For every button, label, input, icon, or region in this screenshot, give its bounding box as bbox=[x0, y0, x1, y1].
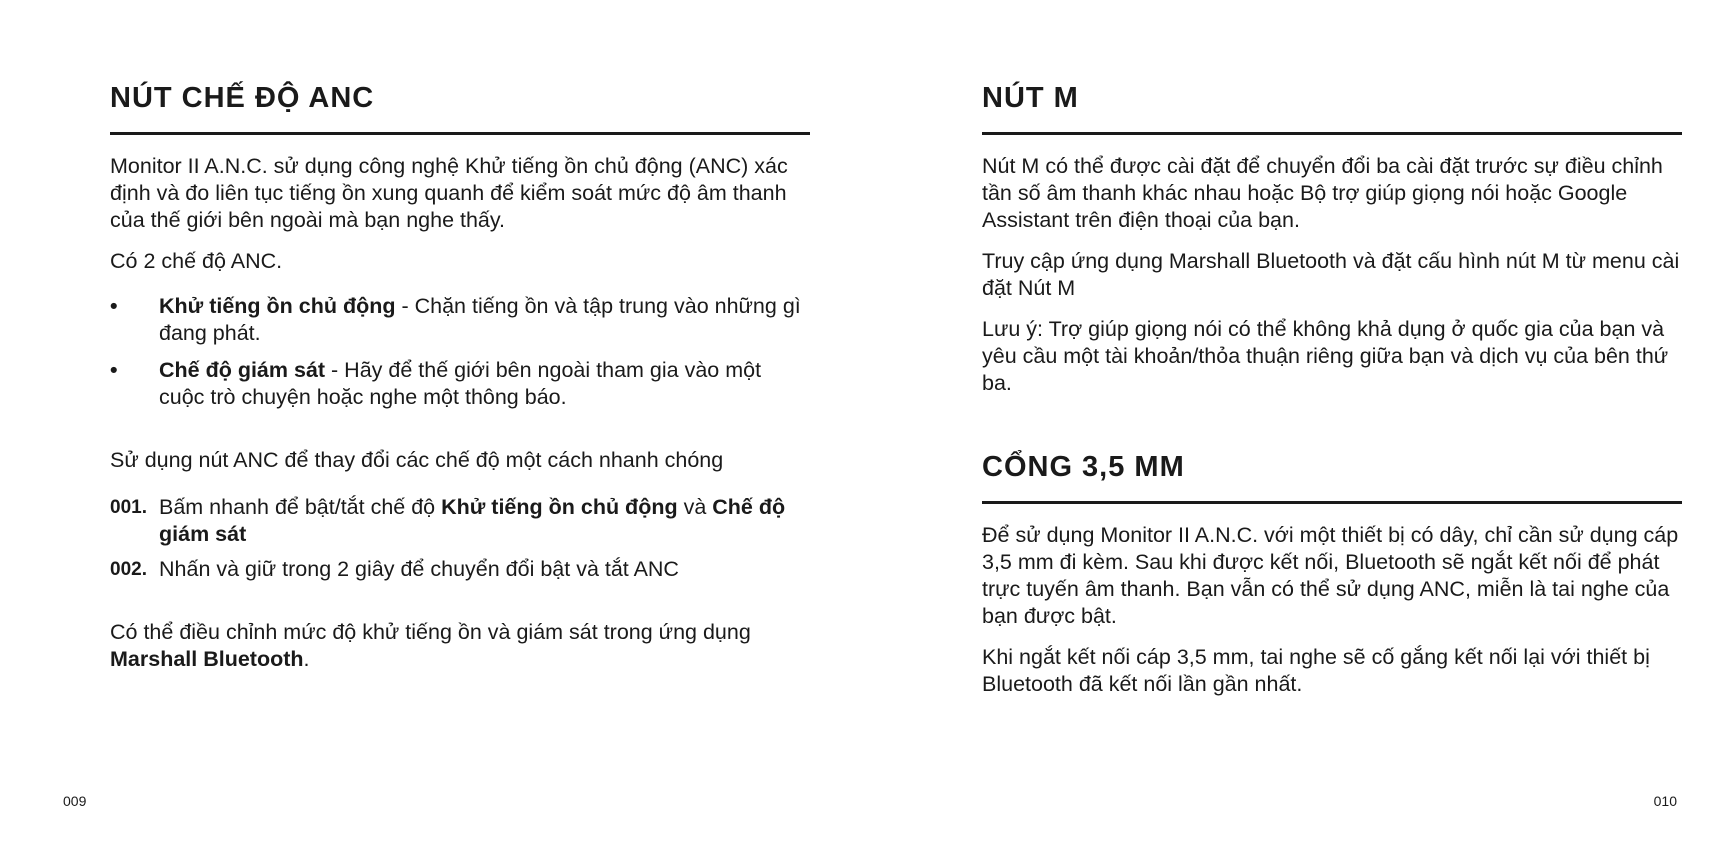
app-name: Marshall Bluetooth bbox=[110, 647, 304, 671]
m-button-paragraph: Nút M có thể được cài đặt để chuyển đổi ba cài đặt trước sự điều chỉnh tần số âm thanh khác nhau hoặc Bộ trợ giúp giọng nói hoặc Google Assistant trên điện thoại của bạn. bbox=[982, 154, 1663, 232]
title-divider bbox=[982, 501, 1682, 504]
step-bold-mode: Chế độ giám sát bbox=[159, 495, 786, 546]
step-number: 001. bbox=[110, 497, 147, 518]
step-text: và bbox=[677, 495, 713, 519]
section-title-anc-button: NÚT CHẾ ĐỘ ANC bbox=[110, 82, 375, 114]
right-page bbox=[982, 80, 1682, 712]
anc-modes-count: Có 2 chế độ ANC. bbox=[110, 249, 283, 273]
mode-name: Chế độ giám sát bbox=[159, 358, 326, 382]
port-usage-paragraph: Để sử dụng Monitor II A.N.C. với một thiết bị có dây, chỉ cần sử dụng cáp 3,5 mm đi kèm. Sau khi được kết nối, Bluetooth sẽ ngắt kết nối để phát trực tuyến âm thanh. Bạn vẫn có thể sử dụng ANC, miễn là tai nghe của bạn được bật. bbox=[982, 523, 1679, 628]
anc-usage-heading: Sử dụng nút ANC để thay đổi các chế độ một cách nhanh chóng bbox=[110, 448, 724, 472]
anc-adjust-paragraph bbox=[110, 619, 810, 673]
m-button-note-paragraph: Lưu ý: Trợ giúp giọng nói có thể không khả dụng ở quốc gia của bạn và yêu cầu một tài khoản/thỏa thuận riêng giữa bạn và dịch vụ của bên thứ ba. bbox=[982, 317, 1669, 395]
mode-name: Khử tiếng ồn chủ động bbox=[159, 294, 396, 318]
title-divider bbox=[982, 132, 1682, 135]
port-section bbox=[982, 449, 1682, 698]
list-item bbox=[110, 494, 810, 548]
mode-description: - Chặn tiếng ồn và tập trung vào những gì đang phát. bbox=[159, 294, 801, 345]
title-divider bbox=[110, 132, 810, 135]
adjust-text: Có thể điều chỉnh mức độ khử tiếng ồn và giám sát trong ứng dụng bbox=[110, 620, 751, 644]
page-number-left: 009 bbox=[63, 793, 87, 809]
bullet-icon: • bbox=[110, 358, 118, 382]
anc-steps-list bbox=[110, 494, 810, 583]
step-text: Bấm nhanh để bật/tắt chế độ bbox=[159, 495, 442, 519]
list-item bbox=[110, 556, 810, 583]
section-title-m-button: NÚT M bbox=[982, 82, 1079, 114]
page-number-right: 010 bbox=[1653, 793, 1677, 809]
port-disconnect-paragraph: Khi ngắt kết nối cáp 3,5 mm, tai nghe sẽ cố gắng kết nối lại với thiết bị Bluetooth đã kết nối lần gần nhất. bbox=[982, 645, 1650, 696]
step-text: Nhấn và giữ trong 2 giây để chuyển đổi bật và tắt ANC bbox=[159, 557, 679, 581]
adjust-text-end: . bbox=[303, 647, 310, 671]
step-number: 002. bbox=[110, 559, 147, 580]
bullet-icon: • bbox=[110, 294, 118, 318]
list-item bbox=[110, 293, 810, 347]
left-page bbox=[110, 80, 810, 687]
anc-intro-paragraph: Monitor II A.N.C. sử dụng công nghệ Khử tiếng ồn chủ động (ANC) xác định và đo liên tục tiếng ồn xung quanh để kiểm soát mức độ âm thanh của thế giới bên ngoài mà bạn nghe thấy. bbox=[110, 154, 788, 232]
list-item bbox=[110, 357, 810, 411]
m-button-config-paragraph: Truy cập ứng dụng Marshall Bluetooth và đặt cấu hình nút M từ menu cài đặt Nút M bbox=[982, 249, 1680, 300]
step-bold-mode: Khử tiếng ồn chủ động bbox=[441, 495, 678, 519]
anc-modes-list bbox=[110, 293, 810, 411]
section-title-35mm-port: CỔNG 3,5 MM bbox=[982, 451, 1185, 483]
mode-description: - Hãy để thế giới bên ngoài tham gia vào một cuộc trò chuyện hoặc nghe một thông báo. bbox=[159, 358, 762, 409]
